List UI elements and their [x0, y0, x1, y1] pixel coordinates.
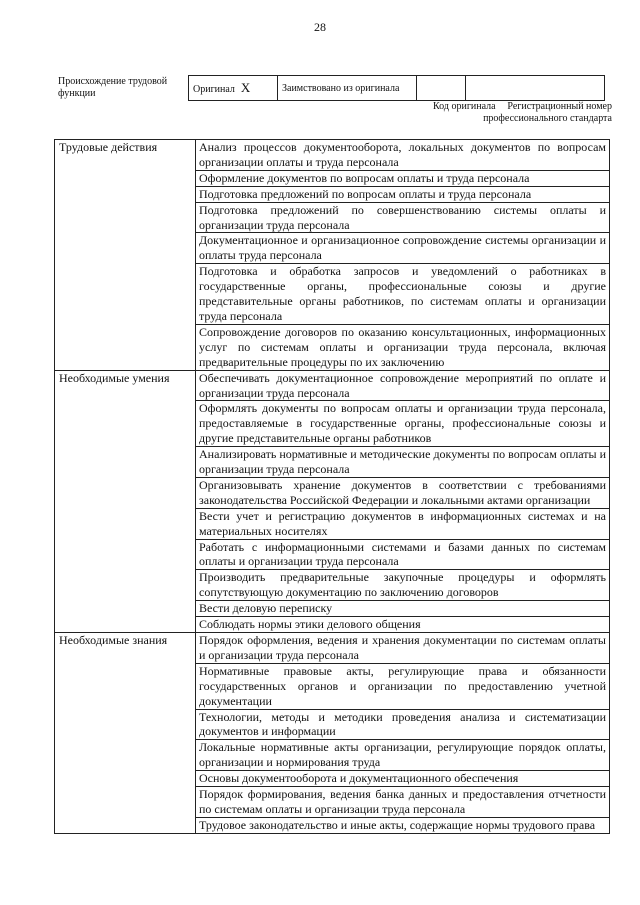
origin-label: Происхождение трудовой функции: [58, 76, 168, 99]
function-table: [54, 139, 610, 834]
section-item: Документационное и организационное сопровождение системы организации и оплаты труда персонала: [196, 233, 610, 264]
section-item: Соблюдать нормы этики делового общения: [196, 617, 610, 633]
section-item: Подготовка предложений по совершенствованию системы оплаты и организации труда персонала: [196, 202, 610, 233]
code-caption: Код оригинала: [433, 101, 496, 112]
section-item: Работать с информационными системами и базами данных по системам оплаты и организации труда персонала: [196, 539, 610, 570]
section-item: Трудовое законодательство и иные акты, содержащие нормы трудового права: [196, 817, 610, 833]
origin-box: [188, 75, 605, 101]
section-item: Подготовка предложений по вопросам оплаты и труда персонала: [196, 186, 610, 202]
section-item: Анализ процессов документооборота, локальных документов по вопросам организации оплаты и труда персонала: [196, 140, 610, 171]
section-item: Обеспечивать документационное сопровождение мероприятий по оплате и организации труда персонала: [196, 370, 610, 401]
borrowed-cell: Заимствовано из оригинала: [278, 76, 417, 101]
section-item: Сопровождение договоров по оказанию консультационных, информационных услуг по системам оплаты и организации труда персонала, включая предварительные процедуры по их заключению: [196, 324, 610, 370]
code-cell: [417, 76, 466, 101]
section-item: Производить предварительные закупочные процедуры и оформлять сопутствующую документацию по заключению договоров: [196, 570, 610, 601]
section-item: Анализировать нормативные и методические документы по вопросам оплаты и организации труда персонала: [196, 447, 610, 478]
original-cell: [189, 76, 278, 101]
section-title: Трудовые действия: [55, 140, 196, 371]
section-item: Вести учет и регистрацию документов в информационных системах и на материальных носителях: [196, 508, 610, 539]
section-item: Основы документооборота и документационного обеспечения: [196, 771, 610, 787]
section-item: Оформлять документы по вопросам оплаты и организации труда персонала, предоставляемые в государственные органы, профессиональные союзы и другие представительные органы работников: [196, 401, 610, 447]
original-label: Оригинал: [193, 84, 235, 95]
table-row: [55, 633, 610, 664]
table-row: [55, 370, 610, 401]
section-title: Необходимые знания: [55, 633, 196, 834]
table-row: [55, 140, 610, 171]
section-item: Организовывать хранение документов в соответствии с требованиями законодательства Российской Федерации и локальными актами организации: [196, 477, 610, 508]
section-item: Технологии, методы и методики проведения анализа и систематизации документов и информации: [196, 709, 610, 740]
reg-number-cell: [466, 76, 605, 101]
section-item: Нормативные правовые акты, регулирующие права и обязанности государственных органов и организации по предоставлению учетной документации: [196, 663, 610, 709]
section-title: Необходимые умения: [55, 370, 196, 632]
section-item: Вести деловую переписку: [196, 601, 610, 617]
original-mark: X: [240, 80, 251, 95]
section-item: Порядок формирования, ведения банка данных и предоставления отчетности по системам оплаты и организации труда персонала: [196, 787, 610, 818]
reg-number-caption: Регистрационный номер профессионального стандарта: [483, 101, 612, 124]
section-item: Оформление документов по вопросам оплаты и труда персонала: [196, 170, 610, 186]
page-number: 28: [314, 20, 326, 34]
section-item: Подготовка и обработка запросов и уведомлений о работниках в государственные органы, профессиональные союзы и другие представительные органы работников, по системам оплаты и организации труда персонала: [196, 264, 610, 325]
section-item: Локальные нормативные акты организации, регулирующие порядок оплаты, организации и нормирования труда: [196, 740, 610, 771]
section-item: Порядок оформления, ведения и хранения документации по системам оплаты и организации труда персонала: [196, 633, 610, 664]
